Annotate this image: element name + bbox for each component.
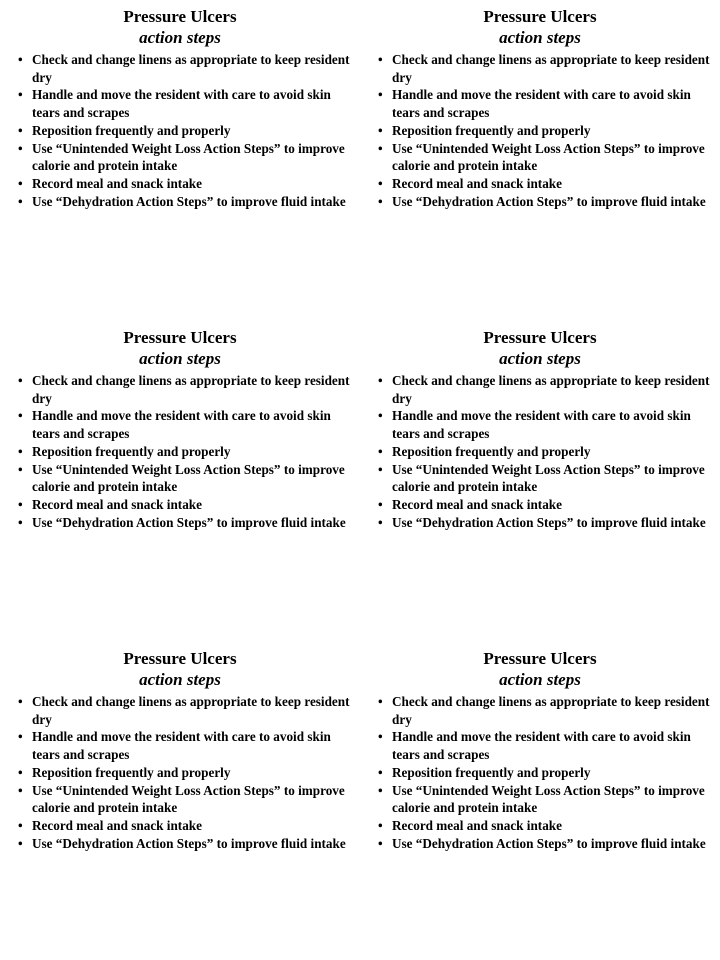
card-title: Pressure Ulcers	[123, 649, 237, 668]
step-text: Reposition frequently and properly	[392, 764, 591, 780]
bullet-icon: •	[18, 835, 23, 851]
steps-list	[10, 693, 350, 852]
step-text: Check and change linens as appropriate to keep resident dry	[32, 694, 350, 727]
action-card-6	[370, 649, 710, 949]
step-item	[10, 372, 350, 407]
step-item	[10, 86, 350, 121]
card-subtitle: action steps	[499, 670, 581, 689]
card-subtitle: action steps	[139, 670, 221, 689]
step-item	[370, 175, 710, 193]
bullet-icon: •	[378, 193, 383, 209]
bullet-icon: •	[18, 193, 23, 209]
step-text: Use “Unintended Weight Loss Action Steps” to improve calorie and protein intake	[32, 140, 345, 174]
step-text: Reposition frequently and properly	[32, 443, 231, 459]
card-subtitle: action steps	[499, 28, 581, 47]
bullet-icon: •	[378, 694, 383, 709]
step-text: Check and change linens as appropriate to keep resident dry	[392, 52, 710, 85]
steps-list	[370, 693, 710, 852]
step-text: Record meal and snack intake	[392, 175, 562, 191]
step-text: Handle and move the resident with care to avoid skin tears and scrapes	[392, 729, 691, 763]
step-item	[370, 496, 710, 514]
bullet-icon: •	[378, 87, 383, 103]
step-text: Handle and move the resident with care to avoid skin tears and scrapes	[392, 87, 691, 121]
step-item	[370, 835, 710, 853]
step-item	[10, 835, 350, 853]
step-item	[370, 122, 710, 140]
bullet-icon: •	[18, 461, 23, 477]
bullet-icon: •	[378, 514, 383, 530]
step-item	[370, 461, 710, 496]
card-title: Pressure Ulcers	[483, 328, 597, 347]
step-text: Handle and move the resident with care to avoid skin tears and scrapes	[392, 408, 691, 442]
step-item	[10, 514, 350, 532]
step-text: Use “Dehydration Action Steps” to improve fluid intake	[392, 835, 706, 851]
bullet-icon: •	[378, 443, 383, 459]
card-subtitle: action steps	[139, 28, 221, 47]
card-title: Pressure Ulcers	[123, 7, 237, 26]
bullet-icon: •	[18, 496, 23, 512]
bullet-icon: •	[18, 817, 23, 833]
bullet-icon: •	[378, 408, 383, 424]
bullet-icon: •	[18, 122, 23, 138]
step-item	[370, 140, 710, 175]
bullet-icon: •	[18, 729, 23, 745]
step-text: Record meal and snack intake	[32, 817, 202, 833]
action-card-1	[10, 7, 350, 307]
bullet-icon: •	[378, 373, 383, 388]
action-card-5	[10, 649, 350, 949]
step-item	[10, 496, 350, 514]
bullet-icon: •	[378, 817, 383, 833]
bullet-icon: •	[18, 694, 23, 709]
bullet-icon: •	[18, 175, 23, 191]
step-text: Use “Unintended Weight Loss Action Steps” to improve calorie and protein intake	[392, 140, 705, 174]
bullet-icon: •	[378, 175, 383, 191]
step-item	[10, 728, 350, 763]
step-item	[370, 764, 710, 782]
bullet-icon: •	[18, 514, 23, 530]
step-item	[370, 728, 710, 763]
step-text: Use “Unintended Weight Loss Action Steps” to improve calorie and protein intake	[392, 461, 705, 495]
step-text: Use “Dehydration Action Steps” to improve fluid intake	[32, 835, 346, 851]
step-item	[370, 443, 710, 461]
steps-list	[370, 51, 710, 210]
step-item	[10, 443, 350, 461]
step-item	[10, 407, 350, 442]
step-item	[370, 693, 710, 728]
bullet-icon: •	[18, 52, 23, 67]
bullet-icon: •	[378, 461, 383, 477]
step-text: Handle and move the resident with care to avoid skin tears and scrapes	[32, 87, 331, 121]
bullet-icon: •	[18, 782, 23, 798]
step-item	[10, 461, 350, 496]
step-text: Use “Unintended Weight Loss Action Steps” to improve calorie and protein intake	[32, 461, 345, 495]
bullet-icon: •	[18, 140, 23, 156]
bullet-icon: •	[378, 764, 383, 780]
step-text: Reposition frequently and properly	[392, 122, 591, 138]
step-text: Use “Unintended Weight Loss Action Steps” to improve calorie and protein intake	[392, 782, 705, 816]
action-card-3	[10, 328, 350, 628]
step-item	[10, 140, 350, 175]
step-text: Use “Dehydration Action Steps” to improve fluid intake	[32, 193, 346, 209]
bullet-icon: •	[378, 496, 383, 512]
bullet-icon: •	[378, 140, 383, 156]
step-item	[370, 782, 710, 817]
step-text: Use “Dehydration Action Steps” to improve fluid intake	[392, 193, 706, 209]
step-item	[370, 514, 710, 532]
step-item	[10, 693, 350, 728]
steps-list	[10, 372, 350, 531]
step-text: Reposition frequently and properly	[392, 443, 591, 459]
bullet-icon: •	[18, 443, 23, 459]
bullet-icon: •	[378, 122, 383, 138]
step-text: Reposition frequently and properly	[32, 764, 231, 780]
step-text: Record meal and snack intake	[32, 496, 202, 512]
step-text: Check and change linens as appropriate to keep resident dry	[32, 373, 350, 406]
card-title: Pressure Ulcers	[483, 649, 597, 668]
step-text: Record meal and snack intake	[392, 496, 562, 512]
bullet-icon: •	[378, 782, 383, 798]
step-item	[10, 193, 350, 211]
step-item	[10, 764, 350, 782]
step-item	[10, 122, 350, 140]
step-item	[370, 86, 710, 121]
step-item	[370, 372, 710, 407]
step-text: Check and change linens as appropriate to keep resident dry	[392, 373, 710, 406]
bullet-icon: •	[378, 835, 383, 851]
step-text: Handle and move the resident with care to avoid skin tears and scrapes	[32, 408, 331, 442]
step-item	[370, 817, 710, 835]
bullet-icon: •	[378, 52, 383, 67]
bullet-icon: •	[18, 87, 23, 103]
step-item	[10, 817, 350, 835]
action-card-4	[370, 328, 710, 628]
step-item	[10, 51, 350, 86]
step-text: Record meal and snack intake	[392, 817, 562, 833]
step-text: Check and change linens as appropriate to keep resident dry	[32, 52, 350, 85]
step-item	[370, 407, 710, 442]
action-card-2	[370, 7, 710, 307]
bullet-icon: •	[18, 408, 23, 424]
step-text: Handle and move the resident with care to avoid skin tears and scrapes	[32, 729, 331, 763]
card-title: Pressure Ulcers	[483, 7, 597, 26]
step-text: Check and change linens as appropriate to keep resident dry	[392, 694, 710, 727]
card-subtitle: action steps	[139, 349, 221, 368]
step-item	[370, 193, 710, 211]
step-text: Use “Dehydration Action Steps” to improve fluid intake	[32, 514, 346, 530]
card-subtitle: action steps	[499, 349, 581, 368]
bullet-icon: •	[18, 764, 23, 780]
bullet-icon: •	[378, 729, 383, 745]
step-item	[10, 782, 350, 817]
step-text: Use “Dehydration Action Steps” to improve fluid intake	[392, 514, 706, 530]
step-item	[10, 175, 350, 193]
step-text: Use “Unintended Weight Loss Action Steps” to improve calorie and protein intake	[32, 782, 345, 816]
steps-list	[10, 51, 350, 210]
bullet-icon: •	[18, 373, 23, 388]
step-text: Reposition frequently and properly	[32, 122, 231, 138]
step-text: Record meal and snack intake	[32, 175, 202, 191]
step-item	[370, 51, 710, 86]
card-title: Pressure Ulcers	[123, 328, 237, 347]
steps-list	[370, 372, 710, 531]
